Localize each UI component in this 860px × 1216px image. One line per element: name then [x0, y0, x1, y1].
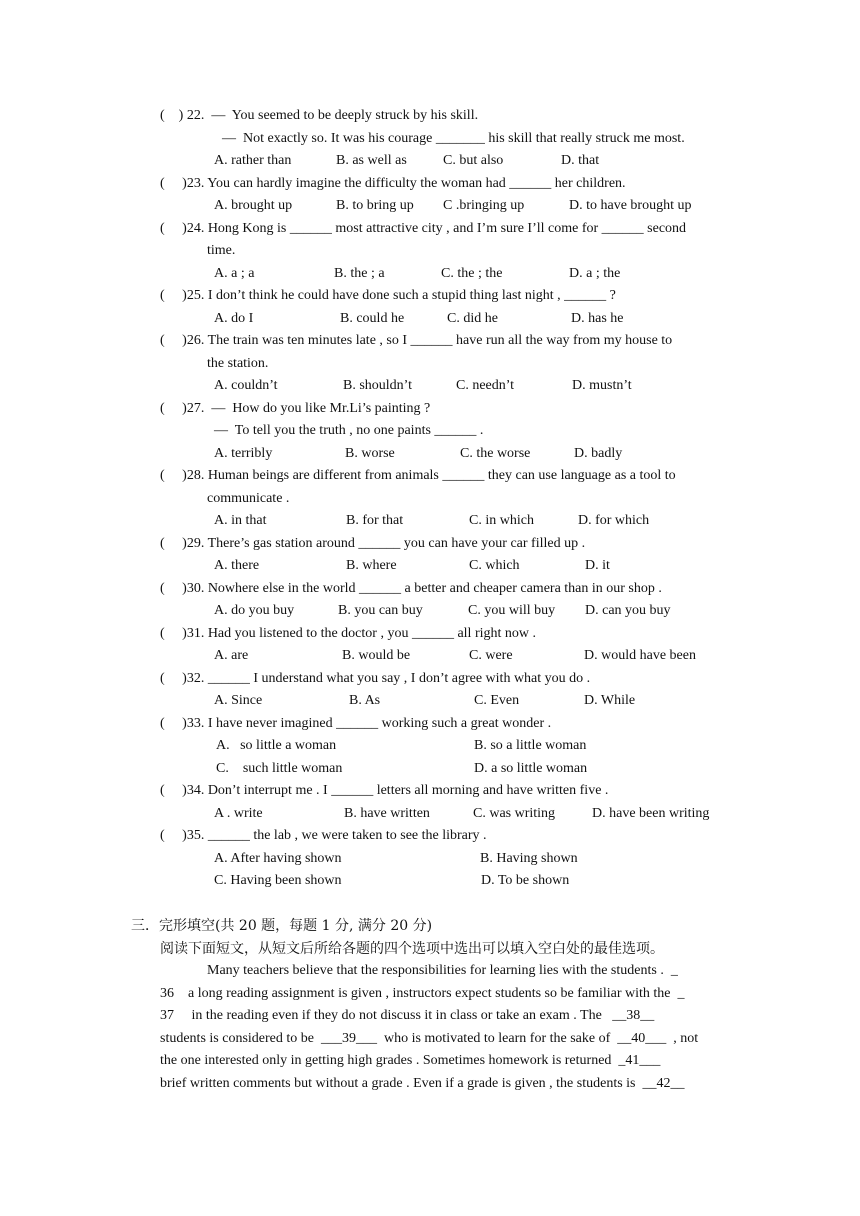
option-b: B. for that	[346, 513, 404, 528]
passage-line: 36 a long reading assignment is given , instructors expect students so be familiar with the _	[160, 986, 685, 1001]
option-b: B. As	[349, 693, 381, 708]
question-23-stem: ( )23. You can hardly imagine the difficulty the woman had ______ her children.	[160, 176, 626, 191]
option-b: B. to bring up	[336, 198, 414, 213]
option-b: B. the ; a	[334, 266, 385, 281]
option-b: B. would be	[342, 648, 411, 663]
option-d: D. mustn’t	[572, 378, 632, 393]
passage-line: 37 in the reading even if they do not discuss it in class or take an exam . The __38__	[160, 1008, 655, 1023]
section-3-instruction: 阅读下面短文，从短文后所给各题的四个选项中选出可以填入空白处的最佳选项。	[160, 941, 664, 957]
option-d: D. can you buy	[585, 603, 671, 618]
passage-line: Many teachers believe that the responsibilities for learning lies with the students . _	[207, 963, 678, 978]
question-25-stem: ( )25. I don’t think he could have done such a stupid thing last night , ______ ?	[160, 288, 616, 303]
option-c: C. in which	[469, 513, 534, 528]
option-c: C. Having been shown	[214, 873, 342, 888]
option-d: D. badly	[574, 446, 623, 461]
option-c: C. but also	[443, 153, 504, 168]
question-35-stem: ( )35. ______ the lab , we were taken to see the library .	[160, 828, 487, 843]
option-a: A. brought up	[214, 198, 293, 213]
option-a: A. there	[214, 558, 260, 573]
option-a: A . write	[214, 806, 263, 821]
question-30-stem: ( )30. Nowhere else in the world ______ a better and cheaper camera than in our shop .	[160, 581, 662, 596]
option-b: B. shouldn’t	[343, 378, 412, 393]
question-31-stem: ( )31. Had you listened to the doctor , you ______ all right now .	[160, 626, 536, 641]
option-c: C. you will buy	[468, 603, 556, 618]
question-22-continuation: — Not exactly so. It was his courage _______ his skill that really struck me most.	[222, 131, 685, 146]
option-c: C. Even	[474, 693, 520, 708]
option-a: A. are	[214, 648, 249, 663]
question-26-stem: ( )26. The train was ten minutes late , so I ______ have run all the way from my house to	[160, 333, 673, 348]
option-d: D. for which	[578, 513, 650, 528]
option-d: D. have been writing	[592, 806, 710, 821]
option-a: A. do I	[214, 311, 254, 326]
option-a: A. a ; a	[214, 266, 255, 281]
option-d: D. To be shown	[481, 873, 570, 888]
option-a: A. After having shown	[214, 851, 342, 866]
option-b: B. as well as	[336, 153, 407, 168]
option-d: D. a ; the	[569, 266, 621, 281]
option-d: D. that	[561, 153, 600, 168]
option-d: D. to have brought up	[569, 198, 692, 213]
question-28-stem: ( )28. Human beings are different from animals ______ they can use language as a tool to	[160, 468, 676, 483]
option-c: C. the worse	[460, 446, 531, 461]
option-d: D. it	[585, 558, 610, 573]
question-28-continuation: communicate .	[207, 491, 290, 506]
option-c: C. which	[469, 558, 520, 573]
option-c: C. the ; the	[441, 266, 503, 281]
option-b: B. so a little woman	[474, 738, 587, 753]
question-24-stem: ( )24. Hong Kong is ______ most attractive city , and I’m sure I’ll come for ______ second	[160, 221, 687, 236]
question-32-stem: ( )32. ______ I understand what you say , I don’t agree with what you do .	[160, 671, 591, 686]
option-c: C. was writing	[473, 806, 556, 821]
option-b: B. Having shown	[480, 851, 578, 866]
option-b: B. have written	[344, 806, 430, 821]
option-c: C .bringing up	[443, 198, 525, 213]
question-22-stem: ( ) 22. — You seemed to be deeply struck by his skill.	[160, 108, 479, 123]
option-b: B. could he	[340, 311, 405, 326]
option-a: A. in that	[214, 513, 267, 528]
option-a: A. Since	[214, 693, 263, 708]
option-d: D. would have been	[584, 648, 696, 663]
question-29-stem: ( )29. There’s gas station around ______ you can have your car filled up .	[160, 536, 586, 551]
option-c: C. did he	[447, 311, 498, 326]
question-33-stem: ( )33. I have never imagined ______ working such a great wonder .	[160, 716, 552, 731]
passage-line: the one interested only in getting high grades . Sometimes homework is returned _41___	[160, 1053, 661, 1068]
option-c: C. were	[469, 648, 513, 663]
option-a: A. so little a woman	[216, 738, 337, 753]
section-3-title: 三．完形填空(共 20 题，每题 1 分, 满分 20 分)	[131, 918, 433, 934]
question-34-stem: ( )34. Don’t interrupt me . I ______ letters all morning and have written five .	[160, 783, 609, 798]
option-d: D. While	[584, 693, 636, 708]
question-26-continuation: the station.	[207, 356, 269, 371]
option-a: A. couldn’t	[214, 378, 278, 393]
option-b: B. you can buy	[338, 603, 423, 618]
option-a: A. do you buy	[214, 603, 295, 618]
option-b: B. where	[346, 558, 397, 573]
option-d: D. has he	[571, 311, 624, 326]
question-27-continuation: — To tell you the truth , no one paints ______ .	[214, 423, 484, 438]
question-27-stem: ( )27. — How do you like Mr.Li’s painting ?	[160, 401, 431, 416]
option-b: B. worse	[345, 446, 395, 461]
option-c: C. such little woman	[216, 761, 343, 776]
option-a: A. rather than	[214, 153, 292, 168]
passage-line: brief written comments but without a grade . Even if a grade is given , the students is __42__	[160, 1076, 685, 1091]
question-24-continuation: time.	[207, 243, 236, 258]
option-a: A. terribly	[214, 446, 273, 461]
option-c: C. needn’t	[456, 378, 515, 393]
option-d: D. a so little woman	[474, 761, 588, 776]
passage-line: students is considered to be ___39___ who is motivated to learn for the sake of __40___ , not	[160, 1031, 699, 1046]
